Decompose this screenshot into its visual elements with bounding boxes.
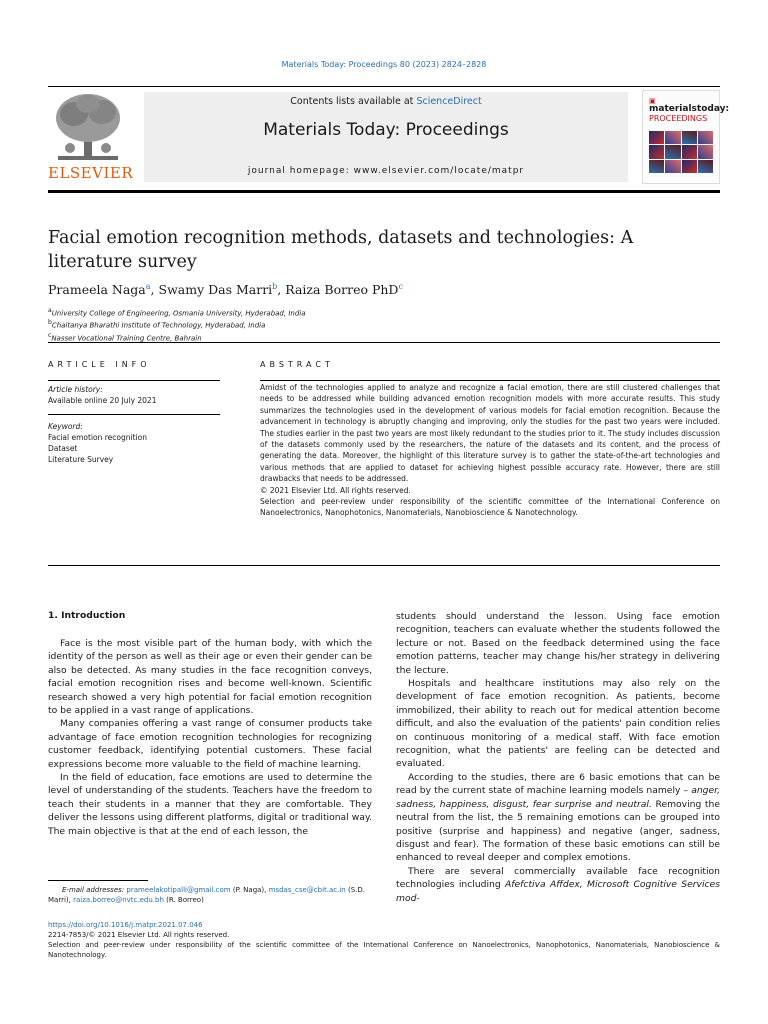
abstract-bottom-rule: [48, 565, 720, 566]
article-info-rule: [48, 380, 220, 381]
abstract-peer-review: Selection and peer-review under responsibility of the scientific committee of the International Conference on Nanoelectronics, Nanophotonics, Nanomaterials, Nanobioscience & Nanotechnology.: [260, 497, 720, 518]
tree-logo-icon: [48, 92, 128, 164]
affiliation-marker[interactable]: b: [272, 282, 278, 291]
cover-brand-sub: PROCEEDINGS: [649, 114, 708, 123]
keywords-block: [48, 421, 147, 465]
body-paragraph: Hospitals and healthcare institutions may also rely on the development of face emotion recognition. As patients, become immobilized, their ability to reach out for medical attention become difficult, and also the evaluation of the patients' pain condition relies on continuous monitoring of a medical staff. With face emotion recognition, what the patients' are feeling can be detected and evaluated.: [396, 678, 720, 770]
author-name[interactable]: Prameela Naga: [48, 282, 146, 298]
author-name[interactable]: Raiza Borreo PhD: [285, 282, 399, 298]
header-top-rule: [48, 86, 720, 87]
abstract-rule: [260, 380, 720, 381]
technologies-list: Afefctiva Affdex, Microsoft Cognitive Services mod-: [396, 879, 720, 904]
doi-link[interactable]: https://doi.org/10.1016/j.matpr.2021.07.046: [48, 921, 203, 929]
affiliation-item: $^c$Nasser Vocational Training Centre, Bahrain: [48, 331, 202, 342]
section-heading-introduction: 1. Introduction: [48, 610, 126, 621]
section-divider: [48, 342, 720, 343]
bottom-peer-review: Selection and peer-review under responsibility of the scientific committee of the International Conference on Nanoelectronics, Nanophotonics, Nanomaterials, Nanobioscience & Nanotechnology.: [48, 941, 720, 959]
author-name[interactable]: Swamy Das Marri: [158, 282, 273, 298]
journal-homepage[interactable]: journal homepage: www.elsevier.com/locate/matpr: [247, 166, 525, 176]
cover-brand: [649, 104, 730, 123]
issn-line: 2214-7853/© 2021 Elsevier Ltd. All rights reserved.: [48, 931, 230, 939]
footnote-rule: [48, 880, 148, 881]
contents-line: [144, 96, 628, 107]
email-link[interactable]: prameelakotipalli@gmail.com: [126, 886, 231, 894]
affiliation-item: $^b$Chaitanya Bharathi Institute of Technology, Hyderabad, India: [48, 319, 266, 330]
email-owner: (S.D. Marri),: [48, 886, 365, 904]
article-history: [48, 384, 156, 406]
elsevier-logo[interactable]: [48, 92, 134, 182]
history-label: Article history:: [48, 385, 103, 394]
email-footnote: [48, 885, 372, 905]
cover-brand-name: materialstoday:: [649, 104, 730, 114]
cover-publisher-icon: ▣: [649, 97, 656, 105]
email-owner: (R. Borreo): [166, 896, 204, 904]
abstract-body: [260, 382, 720, 519]
journal-citation[interactable]: Materials Today: Proceedings 80 (2023) 2824–2828: [281, 60, 487, 69]
body-paragraph: students should understand the lesson. Using face emotion recognition, teachers can evaluate whether the students followed the lecture or not. Based on the feedback determined using the face emotion patterns, teacher may change his/her strategy in delivering the lecture.: [396, 611, 720, 676]
author-sep: ,: [277, 282, 286, 298]
body-paragraph: According to the studies, there are 6 basic emotions that can be read by the current state of machine learning models namely – anger, sadness, happiness, disgust, fear surprise and neutral. Removing the neutral from the list, the 5 remaining emotions can be grouped into positive (surprise and happiness) and negative (anger, sadness, disgust and fear). The formation of these basic emotions can still be enhanced to reveal deeper and complex emotions.: [396, 771, 721, 864]
email-owner: (P. Naga),: [232, 886, 267, 894]
sciencedirect-link[interactable]: ScienceDirect: [416, 96, 482, 107]
cover-mosaic: [649, 131, 713, 173]
affiliation-list: [48, 306, 306, 343]
journal-cover-image[interactable]: [642, 90, 730, 184]
author-sep: ,: [150, 282, 159, 298]
publisher-logo-text: ELSEVIER: [48, 164, 134, 182]
keyword-item: Literature Survey: [48, 455, 114, 464]
affiliation-item: $^a$University College of Engineering, Osmania University, Hyderabad, India: [48, 307, 306, 318]
abstract-text: Amidst of the technologies applied to analyze and recognize a facial emotion, there are still clustered challenges that needs to be addressed while building advanced emotion recognition models with more accurate results. This study summarizes the technologies used in the development of various models for facial emotion recognition. Because the advancement in technology is abruptly changing and improving, only the studies for the past two years were included. The studies earlier in the past two years are most likely redundant to the studies prior to it. The study includes discussion of the datasets commonly used by the researchers, the nature of the datasets and its content, and the process of generating the data. Moreover, the highlight of this literature survey is to gather the state-of-the-art technologies and various methods that are applied to dataset for achieving highest possible accuracy rate. However, there are still drawbacks that needs to be addressed.: [260, 383, 720, 484]
contents-prefix: Contents lists available at: [290, 96, 414, 107]
article-info-heading: ARTICLE INFO: [48, 360, 151, 369]
body-paragraph: Many companies offering a vast range of consumer products take advantage of face emotion recognition technologies for recognizing customer feedback, identifying potential customers. These facial expressions become more valuable to the field of machine learning.: [48, 718, 372, 770]
affiliation-marker[interactable]: a: [145, 282, 151, 291]
body-paragraph: In the field of education, face emotions are used to determine the level of understanding of the students. Teachers have the freedom to teach their students in a manner that they are comfortable. They deliver the lessons using different platforms, digital or traditional way. The main objective is that at the end of each lesson, the: [48, 772, 372, 837]
intro-right-column: [396, 610, 720, 905]
email-label: E-mail addresses:: [62, 886, 125, 894]
email-link[interactable]: raiza.borreo@nvtc.edu.bh: [73, 896, 164, 904]
email-link[interactable]: msdas_cse@cbit.ac.in: [268, 886, 346, 894]
keywords-rule: [48, 414, 220, 415]
author-list: [48, 282, 403, 297]
affiliation-marker[interactable]: c: [398, 282, 403, 291]
emotions-list: anger, sadness, happiness, disgust, fear surprise and neutral.: [396, 785, 721, 810]
paper-title: Facial emotion recognition methods, datasets and technologies: A literature survey: [48, 228, 634, 272]
intro-left-column: [48, 637, 372, 838]
body-paragraph: Face is the most visible part of the human body, with which the identity of the person as well as their age or even their gender can be also be detected. As many studies in the face recognition conveys, facial emotion recognition rises and become well-known. Scientific research showed a very high potential for facial emotion recognition to be applied in a vast range of applications.: [48, 638, 372, 717]
journal-header-box: [144, 92, 628, 182]
keyword-label: Keyword:: [48, 422, 83, 431]
abstract-heading: ABSTRACT: [260, 360, 334, 369]
bottom-info: [48, 920, 720, 960]
keyword-item: Dataset: [48, 444, 78, 453]
journal-title[interactable]: Materials Today: Proceedings: [263, 120, 509, 140]
keyword-item: Facial emotion recognition: [48, 433, 147, 442]
header-bottom-rule: [48, 190, 720, 193]
body-paragraph: There are several commercially available face recognition technologies including Afefctiva Affdex, Microsoft Cognitive Services mod-: [396, 865, 720, 904]
abstract-copyright: © 2021 Elsevier Ltd. All rights reserved.: [260, 485, 411, 495]
history-value: Available online 20 July 2021: [48, 396, 157, 405]
